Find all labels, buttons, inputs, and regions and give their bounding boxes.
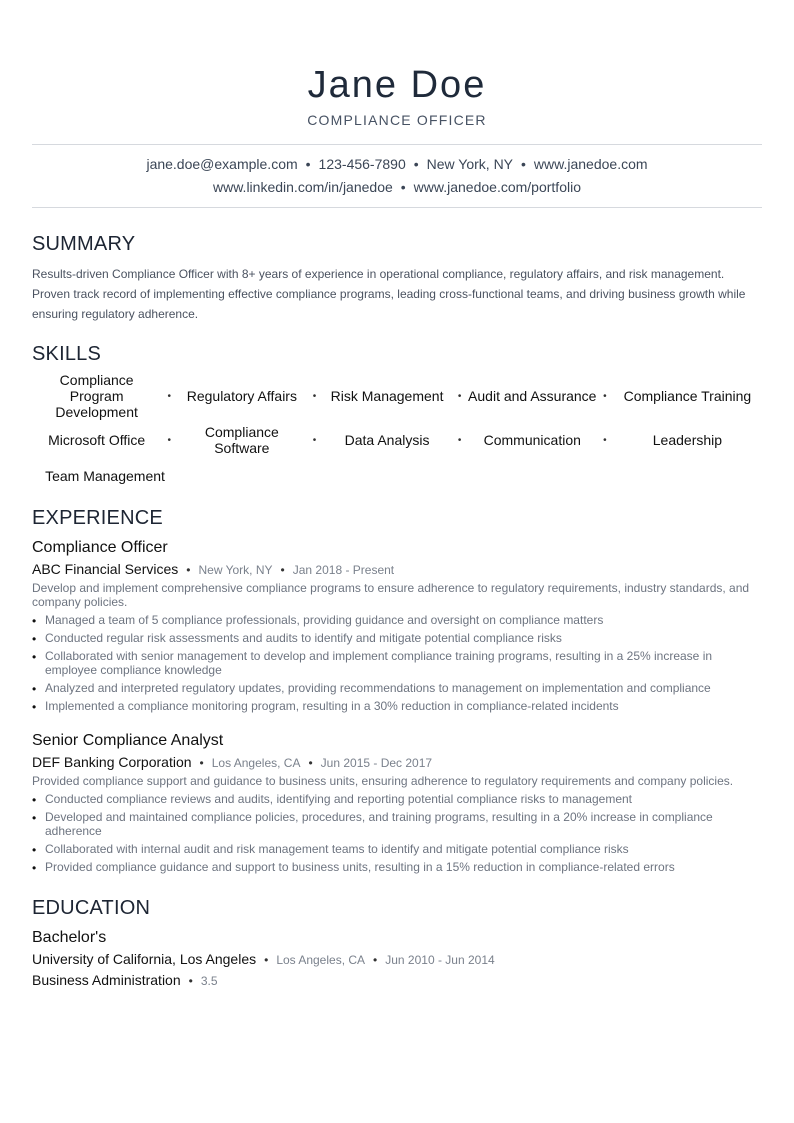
skill-item: Team Management	[45, 468, 165, 484]
skill-item: Compliance Software	[204, 424, 279, 456]
job-dates: Jan 2018 - Present	[292, 563, 395, 577]
gpa-value: 3.5	[200, 974, 218, 988]
list-item: • Collaborated with internal audit and risk management teams to identify and mitigate potential compliance risks	[32, 842, 762, 856]
separator-dot: •	[373, 953, 378, 967]
job-bullets	[32, 792, 762, 874]
separator-dot: •	[308, 756, 313, 770]
job-dates: Jun 2015 - Dec 2017	[320, 756, 433, 770]
education-field-line	[32, 971, 762, 990]
separator-dot: •	[167, 434, 171, 446]
school-dates: Jun 2010 - Jun 2014	[385, 953, 495, 967]
separator-dot: •	[188, 974, 193, 988]
skill-item: Microsoft Office	[48, 432, 146, 448]
contact-bar	[32, 144, 762, 208]
list-item: • Collaborated with senior management to develop and implement compliance training programs, resulting in a 25% increase in employee compliance knowledge	[32, 649, 762, 677]
skill-item: Compliance Program Development	[55, 372, 138, 420]
separator-dot: •	[280, 563, 285, 577]
separator-dot: •	[457, 434, 462, 446]
skills-row	[32, 468, 762, 484]
job-bullets	[32, 613, 762, 713]
summary-text: Results-driven Compliance Officer with 8+ years of experience in operational compliance, regulatory affairs, and risk management. Proven track record of implementing effective compliance programs, leading cross-functional teams, and driving business growth while ensuring regulatory adherence.	[32, 267, 746, 321]
contact-phone[interactable]: 123-456-7890	[318, 156, 406, 172]
separator-dot: •	[413, 156, 419, 172]
skill-item: Audit and Assurance	[468, 388, 597, 404]
school-name: University of California, Los Angeles	[32, 951, 257, 967]
job-location: New York, NY	[198, 563, 273, 577]
separator-dot: •	[312, 390, 317, 402]
list-item: • Managed a team of 5 compliance professionals, providing guidance and oversight on compliance matters	[32, 613, 762, 627]
separator-dot: •	[521, 156, 526, 172]
school-location: Los Angeles, CA	[276, 953, 366, 967]
skill-item: Regulatory Affairs	[186, 388, 297, 404]
resume-header	[32, 0, 762, 128]
candidate-title: COMPLIANCE OFFICER	[307, 112, 487, 128]
skill-item: Communication	[483, 432, 581, 448]
separator-dot: •	[199, 756, 204, 770]
experience-heading: EXPERIENCE	[32, 507, 163, 529]
separator-dot: •	[186, 563, 191, 577]
separator-dot: •	[167, 390, 171, 402]
skills-heading: SKILLS	[32, 343, 102, 365]
skill-item: Leadership	[652, 432, 723, 448]
summary-section	[32, 232, 762, 324]
skills-section	[32, 342, 762, 484]
skill-item: Data Analysis	[344, 432, 430, 448]
contact-line-2	[32, 176, 762, 199]
skills-row	[32, 424, 762, 456]
separator-dot: •	[457, 390, 462, 402]
skills-row	[32, 372, 762, 420]
contact-portfolio[interactable]: www.janedoe.com/portfolio	[413, 179, 581, 195]
separator-dot: •	[400, 179, 406, 195]
candidate-name: Jane Doe	[307, 64, 487, 106]
separator-dot: •	[603, 434, 607, 446]
skill-item: Compliance Training	[623, 388, 752, 404]
job-location: Los Angeles, CA	[211, 756, 301, 770]
skill-item: Risk Management	[330, 388, 444, 404]
education-school-line	[32, 950, 762, 969]
list-item: • Conducted regular risk assessments and audits to identify and mitigate potential compliance risks	[32, 631, 762, 645]
education-heading: EDUCATION	[32, 897, 151, 919]
job-entry	[32, 538, 762, 713]
separator-dot: •	[603, 390, 607, 402]
experience-section	[32, 506, 762, 874]
separator-dot: •	[264, 953, 269, 967]
job-description: Provided compliance support and guidance to business units, ensuring adherence to regulatory requirements and company policies.	[32, 774, 734, 788]
separator-dot: •	[312, 434, 317, 446]
separator-dot: •	[305, 156, 311, 172]
summary-heading: SUMMARY	[32, 233, 136, 255]
list-item: • Conducted compliance reviews and audits, identifying and reporting potential compliance risks to management	[32, 792, 762, 806]
degree-title: Bachelor's	[32, 929, 107, 946]
job-company: DEF Banking Corporation	[32, 754, 192, 770]
job-company: ABC Financial Services	[32, 561, 179, 577]
job-meta	[32, 753, 762, 772]
job-entry	[32, 731, 762, 874]
contact-email[interactable]: jane.doe@example.com	[146, 156, 298, 172]
list-item: • Implemented a compliance monitoring program, resulting in a 30% reduction in compliance-related incidents	[32, 699, 762, 713]
list-item: • Analyzed and interpreted regulatory updates, providing recommendations to management on implementation and compliance	[32, 681, 762, 695]
education-section	[32, 896, 762, 990]
list-item: • Provided compliance guidance and support to business units, resulting in a 15% reduction in compliance-related errors	[32, 860, 762, 874]
contact-website[interactable]: www.janedoe.com	[533, 156, 648, 172]
job-description: Develop and implement comprehensive compliance programs to ensure adherence to regulatory requirements, industry standards, and company policies.	[32, 581, 750, 609]
job-title: Compliance Officer	[32, 539, 168, 556]
contact-linkedin[interactable]: www.linkedin.com/in/janedoe	[213, 179, 393, 195]
job-title: Senior Compliance Analyst	[32, 732, 224, 749]
job-meta	[32, 560, 762, 579]
contact-line-1	[32, 153, 762, 176]
list-item: • Developed and maintained compliance policies, procedures, and training programs, resulting in a 20% increase in compliance adherence	[32, 810, 762, 838]
contact-location: New York, NY	[426, 156, 514, 172]
field-of-study: Business Administration	[32, 972, 181, 988]
skills-grid	[32, 372, 762, 484]
